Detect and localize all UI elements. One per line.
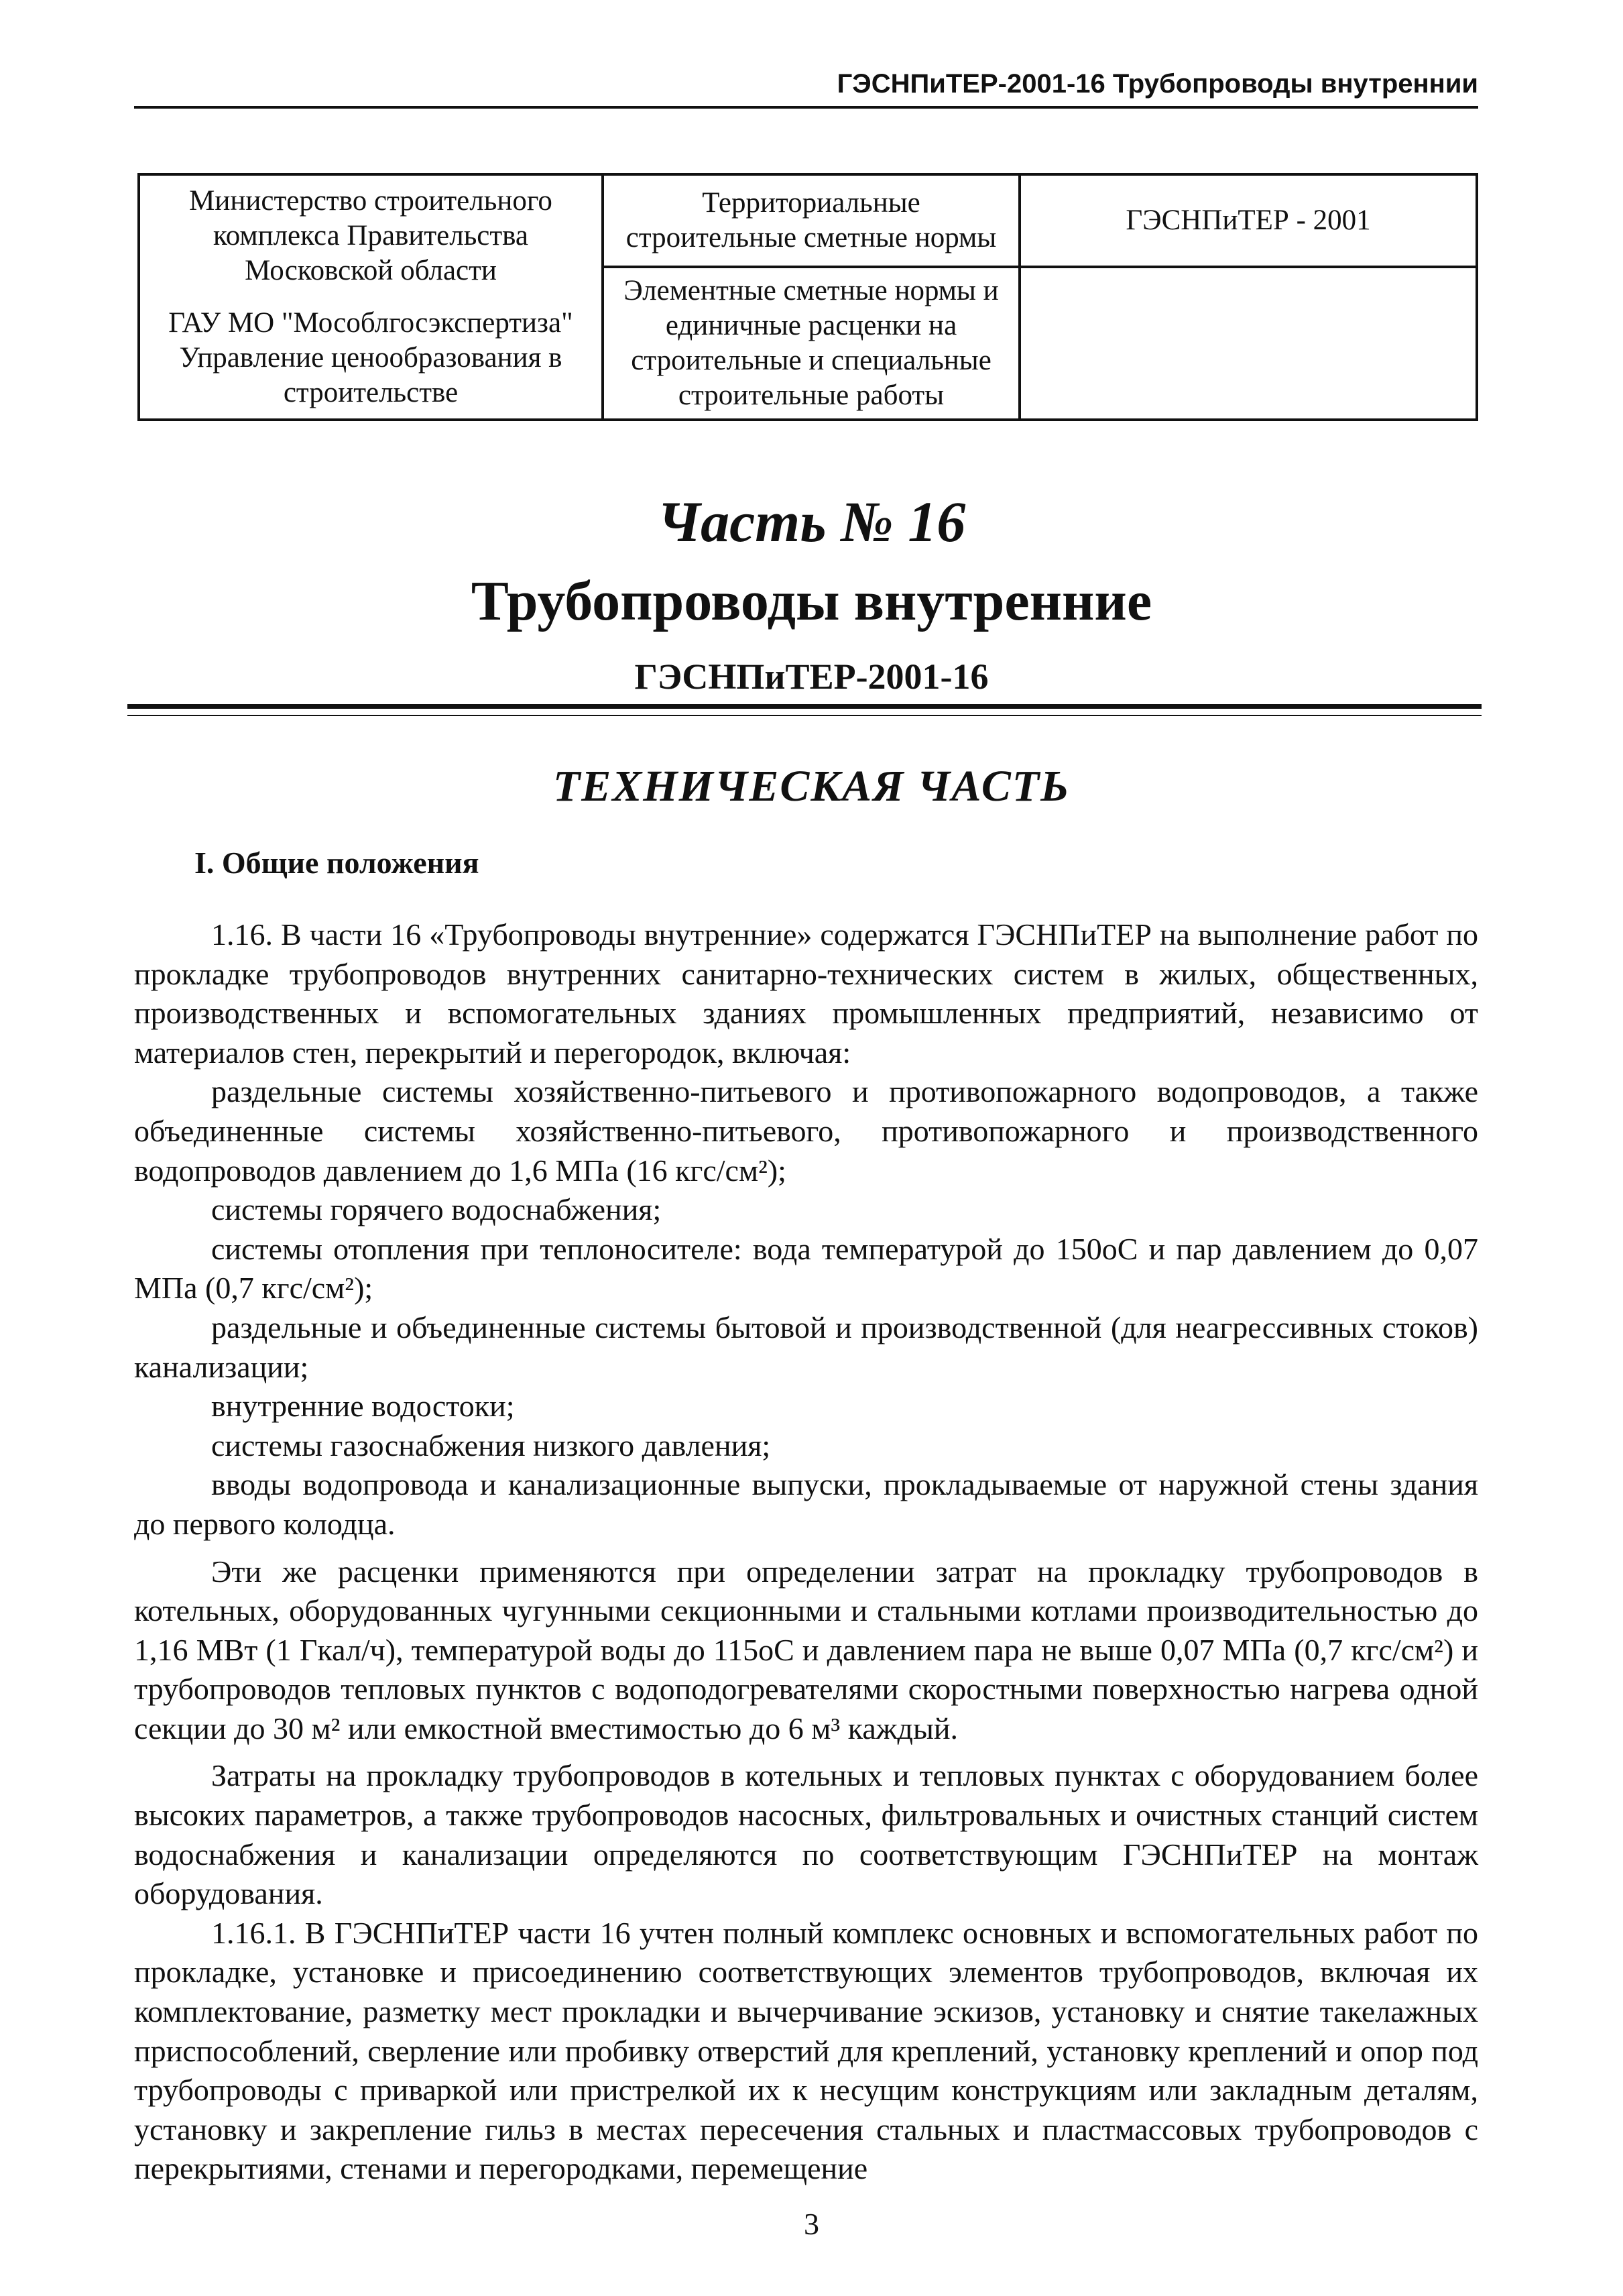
title-rule-thin bbox=[127, 715, 1482, 716]
organization-cell bbox=[139, 174, 603, 420]
technical-part-heading: ТЕХНИЧЕСКАЯ ЧАСТЬ bbox=[552, 762, 1071, 811]
norms-type-cell: Территориальные строительные сметные нормы bbox=[603, 174, 1020, 267]
norms-description-cell: Элементные сметные нормы и единичные расценки на строительные и специальные строительные работы bbox=[603, 267, 1020, 420]
empty-cell bbox=[1020, 267, 1477, 420]
section-heading: I. Общие положения bbox=[194, 846, 479, 880]
expertise-name: ГАУ МО "Мособлгосэкспертиза" Управление ценообразования в строительстве bbox=[168, 307, 573, 408]
paragraph: вводы водопровода и канализационные выпуски, прокладываемые от наружной стены здания до первого колодца. bbox=[134, 1467, 1478, 1541]
collection-title: Трубопроводы внутренние bbox=[471, 570, 1152, 632]
paragraph: 1.16. В части 16 «Трубопроводы внутренние» содержатся ГЭСНПиТЕР на выполнение работ по прокладке трубопроводов внутренних санитарно-технических систем в жилых, общественных, производственных и вспомогательных зданиях промышленных предприятий, независимо от материалов стен, перекрытий и перегородок, включая: bbox=[134, 917, 1478, 1070]
running-header: ГЭСНПиТЕР-2001-16 Трубопроводы внутреннии bbox=[837, 69, 1478, 99]
page-number: 3 bbox=[804, 2207, 819, 2241]
title-rule-thick bbox=[127, 704, 1482, 709]
paragraph: 1.16.1. В ГЭСНПиТЕР части 16 учтен полный комплекс основных и вспомогательных работ по прокладке, установке и присоединению соответствующих элементов трубопроводов, включая их комплектование, разметку мест прокладки и вычерчивание эскизов, установку и снятие такелажных приспособлений, сверление или пробивку отверстий для креплений, установку креплений и опор под трубопроводы с приваркой или пристрелкой их к несущим конструкциям или закладным деталям, установку и закрепление гильз в местах пересечения стальных и пластмассовых трубопроводов с перекрытиями, стенами и перегородками, перемещение bbox=[134, 1915, 1478, 2186]
paragraph: раздельные системы хозяйственно-питьевого и противопожарного водопроводов, а также объединенные системы хозяйственно-питьевого, противопожарного и производственного водопроводов давлением до 1,6 МПа (16 кгс/см²); bbox=[134, 1074, 1478, 1188]
paragraph: Эти же расценки применяются при определении затрат на прокладку трубопроводов в котельных, оборудованных чугунными секционными и стальными котлами производительностью до 1,16 МВт (1 Гкал/ч), температурой воды до 115оС и давлением пара не выше 0,07 МПа (0,7 кгс/см²) и трубопроводов тепловых пунктов с водоподогревателями скоростными поверхностью нагрева одной секции до 30 м² или емкостной вместимостью до 6 м³ каждый. bbox=[134, 1554, 1478, 1745]
paragraph: внутренние водостоки; bbox=[211, 1389, 515, 1424]
norms-code-cell: ГЭСНПиТЕР - 2001 bbox=[1020, 174, 1477, 267]
body-text bbox=[134, 915, 1478, 2189]
paragraph: системы горячего водоснабжения; bbox=[211, 1192, 662, 1227]
paragraph: раздельные и объединенные системы бытовой и производственной (для неагрессивных стоков) канализации; bbox=[134, 1310, 1478, 1384]
paragraph: системы газоснабжения низкого давления; bbox=[211, 1428, 771, 1462]
paragraph: Затраты на прокладку трубопроводов в котельных и тепловых пунктах с оборудованием более высоких параметров, а также трубопроводов насосных, фильтровальных и очистных станций систем водоснабжения и канализации определяются по соответствующим ГЭСНПиТЕР на монтаж оборудования. bbox=[134, 1758, 1478, 1911]
paragraph: системы отопления при теплоносителе: вода температурой до 150оС и пар давлением до 0,07 МПа (0,7 кгс/см²); bbox=[134, 1231, 1478, 1306]
ministry-name: Министерство строительного комплекса Правительства Московской области bbox=[189, 185, 552, 286]
part-title: Часть № 16 bbox=[657, 490, 966, 554]
header-rule bbox=[134, 106, 1478, 109]
collection-code: ГЭСНПиТЕР-2001-16 bbox=[634, 656, 989, 697]
document-header-table bbox=[137, 173, 1478, 421]
